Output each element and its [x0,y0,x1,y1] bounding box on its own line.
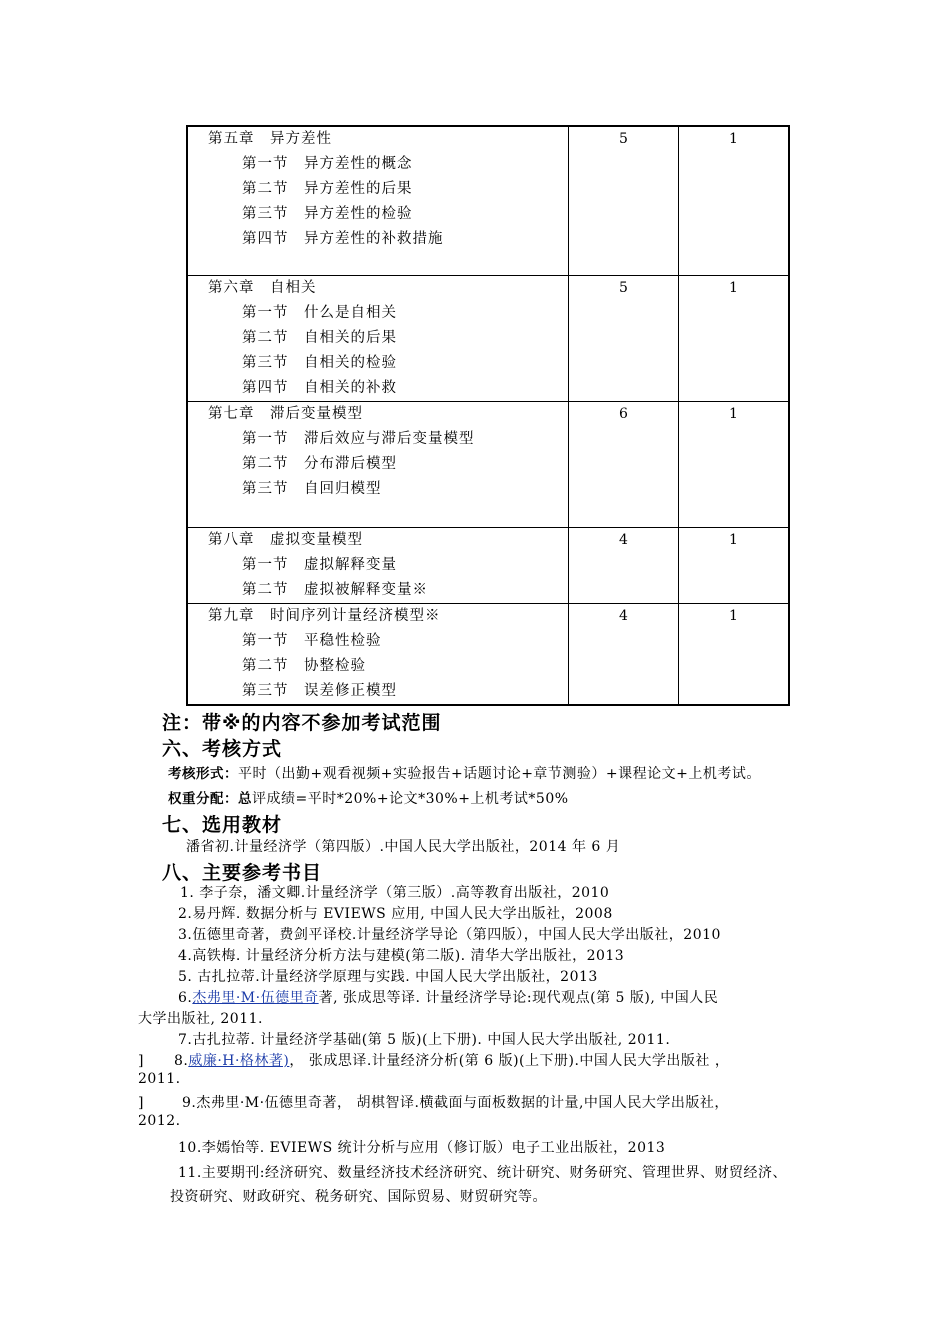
hours-cell: 4 [569,604,679,706]
reference-number: 8. [173,1053,189,1069]
section-title: 第二节 异方差性的后果 [242,181,413,197]
table-row [187,528,789,604]
chapter-title: 第五章 异方差性 [208,131,332,147]
section-title: 第三节 异方差性的检验 [242,206,413,222]
section-title: 第四节 异方差性的补救措施 [242,231,444,247]
section-title: 第一节 平稳性检验 [242,633,382,649]
reference-item: 10.李嫣怡等. EVIEWS 统计分析与应用（修订版）电子工业出版社，2013 [178,1140,666,1156]
assessment-heading: 六、考核方式 [162,738,283,760]
table-row [187,276,789,402]
reference-item: 7.古扎拉蒂. 计量经济学基础(第 5 版)(上下册). 中国人民大学出版社, 2011. [178,1032,671,1048]
reference-item [138,1092,729,1112]
textbook-text: 潘省初.计量经济学（第四版）.中国人民大学出版社，2014 年 6 月 [186,839,621,855]
section-title: 第一节 虚拟解释变量 [242,557,397,573]
assessment-form-text: 平时（出勤+观看视频+实验报告+话题讨论+章节测验）+课程论文+上机考试。 [238,766,761,782]
table-row [187,604,789,706]
practice-cell: 1 [679,126,790,276]
section-title: 第三节 误差修正模型 [242,683,397,699]
section-title: 第二节 自相关的后果 [242,330,397,346]
reference-item: 1. 李子奈，潘文卿.计量经济学（第三版）.高等教育出版社，2010 [180,885,610,901]
section-title: 第三节 自回归模型 [242,481,382,497]
section-title: 第一节 异方差性的概念 [242,156,413,172]
chapter-cell [187,276,569,402]
assessment-weight [168,787,569,808]
assessment-weight-text: 评成绩=平时*20%+论文*30%+上机考试*50% [252,791,569,807]
hours-cell: 5 [569,126,679,276]
reference-item [178,987,718,1007]
reference-item-continued: 大学出版社, 2011. [138,1011,263,1027]
chapter-cell [187,402,569,528]
reference-item: 5. 古扎拉蒂.计量经济学原理与实践. 中国人民大学出版社，2013 [178,969,598,985]
assessment-weight-bold: 总 [238,791,252,807]
practice-cell: 1 [679,276,790,402]
reference-text: ， 张成思译.计量经济分析(第 6 版)(上下册).中国人民大学出版社 ， [289,1053,730,1069]
hours-cell: 4 [569,528,679,604]
author-link[interactable]: 杰弗里·M·伍德里奇 [192,990,319,1006]
reference-item-continued: 投资研究、财政研究、税务研究、国际贸易、财贸研究等。 [170,1189,547,1205]
author-link[interactable]: 威廉·H·格林著) [188,1053,290,1069]
reference-item: 3.伍德里奇著，费剑平译校.计量经济学导论（第四版），中国人民大学出版社，2010 [178,927,721,943]
reference-number: 6. [178,990,193,1006]
chapter-title: 第六章 自相关 [208,280,317,296]
textbook-heading: 七、选用教材 [162,814,283,836]
table-row [187,402,789,528]
section-title: 第四节 自相关的补救 [242,380,397,396]
section-title: 第二节 分布滞后模型 [242,456,397,472]
reference-item: 2.易丹辉. 数据分析与 EVIEWS 应用, 中国人民大学出版社，2008 [178,906,613,922]
section-title: 第一节 滞后效应与滞后变量模型 [242,431,475,447]
exam-scope-note: 注：带※的内容不参加考试范围 [162,712,442,734]
assessment-form [168,762,761,783]
table-row [187,126,789,276]
section-title: 第二节 虚拟被解释变量※ [242,582,428,598]
reference-item-continued: 2012. [138,1113,181,1129]
hours-cell: 6 [569,402,679,528]
chapter-title: 第九章 时间序列计量经济模型※ [208,608,441,624]
references-heading: 八、主要参考书目 [162,862,323,884]
practice-cell: 1 [679,604,790,706]
section-title: 第三节 自相关的检验 [242,355,397,371]
section-title: 第一节 什么是自相关 [242,305,397,321]
reference-item: 11.主要期刊:经济研究、数量经济技术经济研究、统计研究、财务研究、管理世界、财贸经济、 [178,1165,787,1181]
reference-item-continued: 2011. [138,1071,181,1087]
bracket-mark: ] [138,1053,144,1069]
hours-cell: 5 [569,276,679,402]
chapter-title: 第八章 虚拟变量模型 [208,532,363,548]
section-title: 第二节 协整检验 [242,658,366,674]
assessment-weight-label: 权重分配： [168,791,238,807]
chapter-cell [187,528,569,604]
chapter-cell [187,604,569,706]
reference-item [138,1050,729,1070]
practice-cell: 1 [679,402,790,528]
reference-text: 9.杰弗里·M·伍德里奇著， 胡棋智译.横截面与面板数据的计量,中国人民大学出版社， [181,1095,729,1111]
chapter-title: 第七章 滞后变量模型 [208,406,363,422]
reference-text: 著, 张成思等译. 计量经济学导论:现代观点(第 5 版), 中国人民 [318,990,719,1006]
bracket-mark: ] [138,1095,144,1111]
reference-item: 4.高铁梅. 计量经济分析方法与建模(第二版). 清华大学出版社，2013 [178,948,625,964]
assessment-form-label: 考核形式： [168,766,238,782]
practice-cell: 1 [679,528,790,604]
chapter-cell [187,126,569,276]
course-schedule-table [186,125,790,706]
